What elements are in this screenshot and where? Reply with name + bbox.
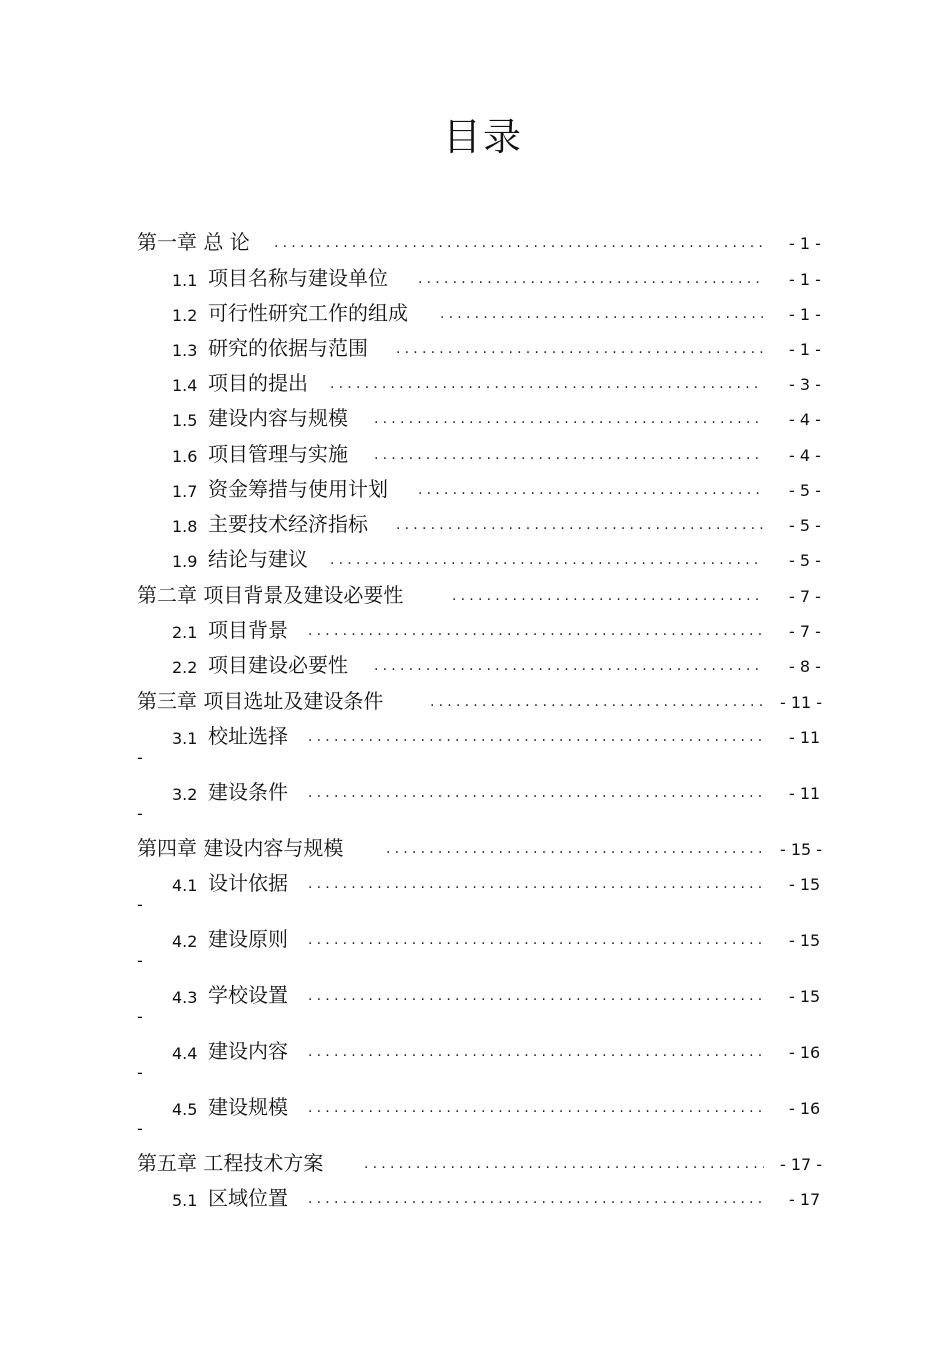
dot-leader — [418, 269, 764, 289]
section-number: 1.4 — [172, 376, 198, 395]
dot-leader — [308, 1098, 764, 1118]
dot-leader — [308, 874, 764, 894]
toc-section-3-1[interactable] — [0, 723, 950, 767]
section-title: 设计依据 — [208, 871, 288, 895]
page-number: - 3 - — [789, 375, 821, 394]
section-title: 主要技术经济指标 — [208, 512, 368, 536]
toc-chapter-2[interactable] — [0, 582, 950, 608]
page-number: - 11 - — [780, 693, 823, 712]
section-title: 建设条件 — [208, 780, 288, 804]
page-number: - 4 - — [789, 446, 821, 465]
toc-chapter-5[interactable] — [0, 1150, 950, 1176]
section-number: 1.3 — [172, 341, 198, 360]
chapter-title: 第二章 项目背景及建设必要性 — [137, 583, 404, 607]
page-number: - 11 — [789, 728, 821, 747]
section-title: 结论与建议 — [208, 547, 308, 571]
section-title: 项目管理与实施 — [208, 442, 348, 466]
toc-section-1-9[interactable] — [0, 546, 950, 572]
toc-section-1-2[interactable] — [0, 300, 950, 326]
page-number: - 1 - — [789, 234, 821, 253]
section-number: 2.1 — [172, 623, 198, 642]
toc-section-1-3[interactable] — [0, 335, 950, 361]
page-number: - 8 - — [789, 657, 821, 676]
page-number: - 5 - — [789, 516, 821, 535]
section-number: 1.1 — [172, 271, 198, 290]
page-number: - 5 - — [789, 481, 821, 500]
page-number: - 4 - — [789, 410, 821, 429]
page-number: - 7 - — [789, 587, 821, 606]
page-number: - 15 - — [780, 840, 823, 859]
section-title: 校址选择 — [208, 724, 288, 748]
section-number: 1.6 — [172, 447, 198, 466]
section-title: 区域位置 — [208, 1186, 288, 1210]
section-number: 1.2 — [172, 306, 198, 325]
chapter-title: 第三章 项目选址及建设条件 — [137, 689, 384, 713]
toc-section-5-1[interactable] — [0, 1185, 950, 1211]
dot-leader — [330, 550, 764, 570]
toc-section-4-4[interactable] — [0, 1038, 950, 1082]
section-title: 研究的依据与范围 — [208, 336, 368, 360]
toc-chapter-1[interactable] — [0, 229, 950, 255]
toc-chapter-4[interactable] — [0, 835, 950, 861]
page-number: - 16 — [789, 1043, 821, 1062]
dot-leader — [396, 515, 764, 535]
dot-leader — [308, 621, 764, 641]
page-number: - 1 - — [789, 305, 821, 324]
dot-leader — [308, 783, 764, 803]
page-number: - 15 — [789, 875, 821, 894]
dot-leader — [274, 233, 764, 253]
page-number: - 17 — [789, 1190, 821, 1209]
section-title: 学校设置 — [208, 983, 288, 1007]
section-number: 4.5 — [172, 1100, 198, 1119]
section-title: 资金筹措与使用计划 — [208, 477, 388, 501]
section-number: 4.4 — [172, 1044, 198, 1063]
section-title: 项目建设必要性 — [208, 653, 348, 677]
dot-leader — [374, 656, 764, 676]
dot-leader — [308, 1189, 764, 1209]
toc-section-1-1[interactable] — [0, 265, 950, 291]
dot-leader — [452, 586, 764, 606]
toc-section-1-5[interactable] — [0, 405, 950, 431]
section-title: 项目的提出 — [208, 371, 308, 395]
dot-leader — [308, 1042, 764, 1062]
dot-leader — [440, 304, 764, 324]
toc-section-1-6[interactable] — [0, 441, 950, 467]
toc-section-2-2[interactable] — [0, 652, 950, 678]
section-number: 1.7 — [172, 482, 198, 501]
section-number: 5.1 — [172, 1191, 198, 1210]
toc-section-4-5[interactable] — [0, 1094, 950, 1138]
page-number-tail: - — [137, 951, 143, 970]
dot-leader — [308, 986, 764, 1006]
page-number-tail: - — [137, 1063, 143, 1082]
section-title: 可行性研究工作的组成 — [208, 301, 408, 325]
section-title: 建设内容与规模 — [208, 406, 348, 430]
dot-leader — [364, 1154, 764, 1174]
toc-chapter-3[interactable] — [0, 688, 950, 714]
toc-section-3-2[interactable] — [0, 779, 950, 823]
section-number: 1.8 — [172, 517, 198, 536]
section-number: 3.2 — [172, 785, 198, 804]
section-title: 项目名称与建设单位 — [208, 266, 388, 290]
dot-leader — [386, 839, 764, 859]
section-number: 4.1 — [172, 876, 198, 895]
page-number-tail: - — [137, 748, 143, 767]
dot-leader — [430, 692, 764, 712]
page-number: - 5 - — [789, 551, 821, 570]
page-number: - 17 - — [780, 1155, 823, 1174]
section-title: 建设内容 — [208, 1039, 288, 1063]
section-number: 2.2 — [172, 658, 198, 677]
dot-leader — [396, 339, 764, 359]
page-number: - 15 — [789, 987, 821, 1006]
section-title: 建设规模 — [208, 1095, 288, 1119]
page-number-tail: - — [137, 895, 143, 914]
section-number: 1.5 — [172, 411, 198, 430]
dot-leader — [418, 480, 764, 500]
section-number: 3.1 — [172, 729, 198, 748]
page-number: - 15 — [789, 931, 821, 950]
toc-section-1-4[interactable] — [0, 370, 950, 396]
chapter-title: 第一章 总 论 — [137, 230, 250, 254]
page-number: - 7 - — [789, 622, 821, 641]
section-number: 4.2 — [172, 932, 198, 951]
chapter-title: 第五章 工程技术方案 — [137, 1151, 324, 1175]
dot-leader — [308, 727, 764, 747]
dot-leader — [308, 930, 764, 950]
dot-leader — [330, 374, 764, 394]
page-number-tail: - — [137, 1007, 143, 1026]
section-title: 项目背景 — [208, 618, 288, 642]
toc-section-4-1[interactable] — [0, 870, 950, 914]
page-number-tail: - — [137, 1119, 143, 1138]
dot-leader — [374, 445, 764, 465]
toc-section-1-7[interactable] — [0, 476, 950, 502]
section-title: 建设原则 — [208, 927, 288, 951]
toc-section-2-1[interactable] — [0, 617, 950, 643]
page-number-tail: - — [137, 804, 143, 823]
toc-section-1-8[interactable] — [0, 511, 950, 537]
page-number: - 11 — [789, 784, 821, 803]
chapter-title: 第四章 建设内容与规模 — [137, 836, 344, 860]
dot-leader — [374, 409, 764, 429]
page-title: 目录 — [442, 115, 523, 159]
page-number: - 1 - — [789, 270, 821, 289]
section-number: 4.3 — [172, 988, 198, 1007]
section-number: 1.9 — [172, 552, 198, 571]
page-number: - 1 - — [789, 340, 821, 359]
page-number: - 16 — [789, 1099, 821, 1118]
toc-section-4-3[interactable] — [0, 982, 950, 1026]
toc-section-4-2[interactable] — [0, 926, 950, 970]
